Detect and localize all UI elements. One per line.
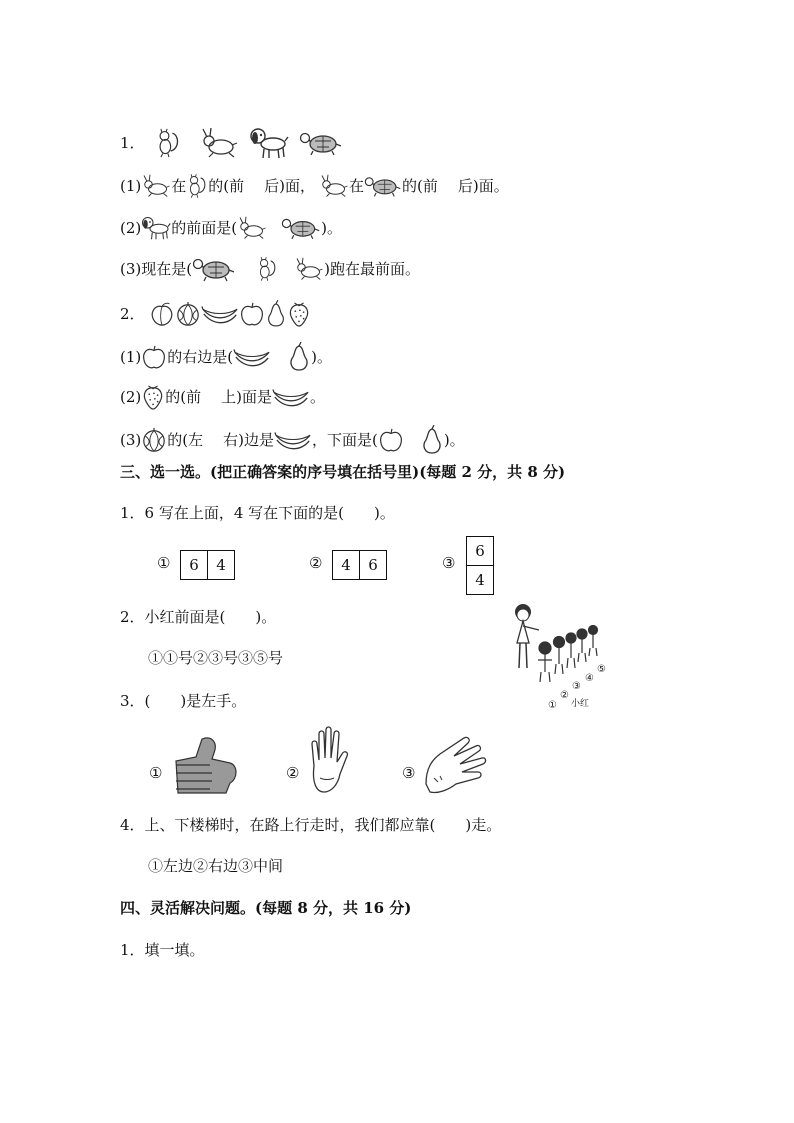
banana-icon [274,427,312,453]
text: )。 [321,219,342,237]
squirrel-icon [151,128,185,158]
strawberry-icon [287,300,311,328]
text: 上)面是 [221,388,272,406]
pear-icon [420,425,444,455]
sub-number: (1) [120,177,142,195]
option-marker: ② [309,554,323,572]
apple-icon [378,426,404,454]
text: ，下面是( [311,431,378,449]
turtle-icon [281,216,321,240]
rabbit-icon [237,216,267,240]
box-cell: 4 [207,551,234,579]
box-cell: 6 [475,542,485,560]
option-marker: ① [149,764,163,782]
side-hand-icon [420,734,490,798]
sub-number: (2) [120,219,142,237]
number-box-horizontal [332,550,387,580]
pear-icon [287,342,311,372]
sub-number: (2) [120,388,142,406]
text: 的(前 [165,388,202,406]
text: 的右边是( [167,348,234,366]
child-number: ④ [585,673,594,684]
option-marker: ② [286,764,300,782]
number-box-vertical [466,536,494,595]
palm-hand-icon [304,726,354,796]
options-text: ①①号②③号③⑤号 [148,649,284,667]
apple-icon [141,343,167,371]
section-title: 四、灵活解决问题。(每题 8 分，共 16 分) [120,899,412,917]
box-cell: 6 [359,551,386,579]
text: 在 [348,177,364,195]
text: )。 [443,431,465,449]
rabbit-icon [199,128,239,158]
turtle-icon [364,174,402,198]
text: )。 [311,348,332,366]
watermelon-icon [141,426,167,454]
box-cell: 6 [189,556,199,574]
options-text: ①左边②右边③中间 [148,857,284,875]
apple-icon [239,300,265,328]
section-title: 三、选一选。(把正确答案的序号填在括号里)(每题 2 分，共 8 分) [120,463,566,481]
box-cell: 4 [467,565,493,594]
child-number: ⑤ [597,664,606,675]
box-cell: 4 [341,556,351,574]
text: 右)边是 [223,431,274,449]
children-queue-illustration [505,598,615,710]
text: )跑在最前面。 [324,260,420,278]
text: 后)面。 [457,177,509,195]
question-text: 2．小红前面是( )。 [120,608,277,626]
number-box-horizontal [180,550,235,580]
text: 。 [309,388,325,406]
question-text: 4．上、下楼梯时，在路上行走时，我们都应靠( )走。 [120,816,502,834]
child-number: ③ [572,681,581,692]
peach-icon [149,300,175,328]
question-number: 1． [120,134,145,152]
child-number: ① [548,700,557,710]
text: 的前面是( [171,219,238,237]
question-text: 3．( )是左手。 [120,692,247,710]
banana-icon [233,344,271,370]
strawberry-icon [141,383,165,411]
dog-icon [249,126,289,160]
option-marker: ③ [442,554,456,572]
turtle-icon [192,256,236,282]
question-text: 1．6 写在上面，4 写在下面的是( )。 [120,504,395,522]
banana-icon [272,384,310,410]
question-text: 1．填一填。 [120,941,205,959]
text: 的(前 [208,177,245,195]
thumbs-up-hand-icon [168,733,240,797]
sub-number: (3) [120,431,142,449]
dog-icon [141,215,171,241]
sub-number: (3)现在是( [120,260,193,278]
rabbit-icon [319,174,349,198]
watermelon-icon [175,300,201,328]
option-marker: ① [157,554,171,572]
turtle-icon [299,130,343,156]
rabbit-icon [294,257,324,281]
banana-icon [201,301,239,327]
child-number: ② [560,690,569,701]
text: 的(前 [402,177,438,195]
pear-icon [265,300,287,328]
child-name-label: 小红 [571,699,590,709]
sub-number: (1) [120,348,142,366]
text: 后)面， [264,177,315,195]
text: 的(左 [167,431,204,449]
option-marker: ③ [402,764,416,782]
rabbit-icon [141,174,171,198]
squirrel-icon [186,173,208,199]
text: 在 [171,177,187,195]
question-number: 2． [120,305,145,323]
squirrel-icon [256,256,278,282]
